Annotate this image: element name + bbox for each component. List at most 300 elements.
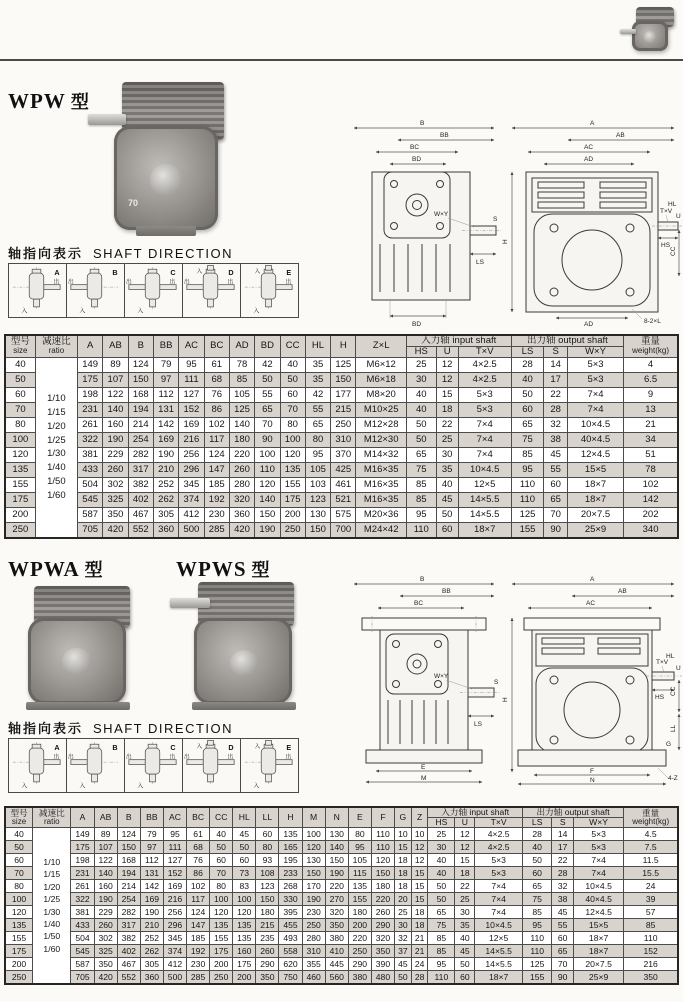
size-cell: 135	[5, 462, 35, 477]
dimension-cell: 85	[229, 372, 254, 387]
dimension-cell: 461	[331, 477, 356, 492]
dimension-cell: 35	[305, 372, 330, 387]
dimension-cell: 6.5	[624, 372, 678, 387]
dim-label-hl: HL	[666, 653, 675, 660]
dimension-cell: 45	[544, 447, 568, 462]
dimension-cell: 89	[94, 828, 117, 841]
dimension-cell: 214	[117, 880, 140, 893]
dimension-cell: 40	[280, 357, 305, 372]
dimension-cell: 50	[210, 841, 233, 854]
size-cell: 135	[5, 919, 33, 932]
dimension-cell: 85	[624, 919, 678, 932]
dimension-cell: 75	[428, 919, 455, 932]
dimension-cell: 105	[229, 387, 254, 402]
dimension-cell: 7×4	[475, 880, 522, 893]
dimension-cell: 254	[128, 432, 153, 447]
dimension-cell: 135	[210, 919, 233, 932]
dimension-cell: 39	[624, 893, 678, 906]
table-row	[5, 462, 678, 477]
dim-label-ll: LL	[670, 724, 677, 732]
dimension-cell: 40	[455, 932, 475, 945]
dimension-cell: 180	[256, 906, 279, 919]
dimension-cell: 50	[280, 372, 305, 387]
dimension-cell: 155	[348, 893, 371, 906]
column-header: 型号 size	[5, 807, 33, 828]
dimension-cell: 103	[305, 477, 330, 492]
dimension-cell: 125	[331, 357, 356, 372]
dimension-cell: 108	[256, 867, 279, 880]
column-header: CC	[210, 807, 233, 828]
dimension-cell: 305	[140, 958, 163, 971]
dimension-cell: 545	[78, 492, 103, 507]
dimension-cell: 214	[128, 417, 153, 432]
dimension-cell: 100	[255, 447, 280, 462]
dimension-cell: 86	[204, 402, 229, 417]
size-cell: 60	[5, 387, 35, 402]
dimension-cell: 45	[233, 828, 256, 841]
dimension-cell: 150	[325, 854, 348, 867]
size-cell: 200	[5, 507, 35, 522]
dimension-cell: 40	[522, 841, 552, 854]
dimension-cell: 175	[233, 958, 256, 971]
dimension-cell: 360	[153, 522, 178, 538]
dimension-cell: 433	[78, 462, 103, 477]
column-header: HS	[428, 818, 455, 828]
svg-text:出: 出	[67, 279, 74, 286]
dimension-cell: 256	[179, 447, 204, 462]
dimension-cell: 70	[210, 867, 233, 880]
column-header: W×Y	[567, 346, 623, 357]
dimension-cell: 78	[229, 357, 254, 372]
dimension-cell: 382	[128, 477, 153, 492]
dim-label-bc: BC	[414, 600, 424, 607]
svg-text:出: 出	[67, 754, 74, 761]
svg-text:入: 入	[79, 308, 86, 315]
dimension-cell: 68	[204, 372, 229, 387]
dimension-cell: 455	[279, 919, 302, 932]
dimension-cell: 135	[233, 932, 256, 945]
dimension-cell: 165	[279, 841, 302, 854]
dimension-cell: M16×35	[356, 462, 406, 477]
dimension-cell: 185	[204, 477, 229, 492]
dimension-cell: 254	[117, 893, 140, 906]
dimension-cell: 200	[348, 919, 371, 932]
table-row	[5, 492, 678, 507]
dimension-cell: 7×4	[458, 432, 511, 447]
dimension-cell: 30	[455, 906, 475, 919]
dimension-cell: 340	[624, 522, 678, 538]
dim-label-ab: AB	[616, 132, 625, 139]
dimension-cell: 85	[406, 477, 436, 492]
dimension-cell: 620	[279, 958, 302, 971]
shaft-direction-box-C	[124, 263, 183, 318]
dimension-cell: 40	[511, 372, 544, 387]
dimension-cell: 5×3	[573, 828, 623, 841]
dimension-cell: 10×4.5	[475, 919, 522, 932]
column-header: AC	[179, 335, 204, 357]
dimension-cell: 135	[280, 462, 305, 477]
dimension-cell: 100	[233, 893, 256, 906]
dimension-cell: 10×4.5	[458, 462, 511, 477]
dimension-cell: 76	[187, 854, 210, 867]
column-header: H	[279, 807, 302, 828]
dimension-cell: 250	[302, 919, 325, 932]
dimension-cell: 4×2.5	[458, 357, 511, 372]
dimension-cell: 68	[187, 841, 210, 854]
table-row	[5, 932, 678, 945]
dimension-cell: 345	[179, 477, 204, 492]
column-header: U	[455, 818, 475, 828]
size-cell: 50	[5, 841, 33, 854]
dimension-cell: 42	[305, 387, 330, 402]
section2-title-a-type: 型	[84, 560, 103, 580]
svg-text:E: E	[286, 743, 292, 753]
dimension-cell: 50	[455, 958, 475, 971]
table-row	[5, 945, 678, 958]
dimension-cell: 18×7	[573, 932, 623, 945]
size-cell: 175	[5, 492, 35, 507]
dimension-cell: 60	[436, 522, 458, 538]
dimension-cell: 85	[428, 932, 455, 945]
dimension-cell: 261	[78, 417, 103, 432]
dimension-cell: 420	[94, 971, 117, 985]
dimension-cell: 85	[511, 447, 544, 462]
dimension-cell: M12×30	[356, 432, 406, 447]
dimension-cell: 125	[511, 507, 544, 522]
column-header: 减速比 ratio	[35, 335, 77, 357]
dimension-cell: 102	[204, 417, 229, 432]
dim-label-hs: HS	[655, 694, 665, 701]
dim-label-a: A	[590, 576, 595, 583]
dimension-cell: 75	[406, 462, 436, 477]
svg-text:E: E	[286, 268, 292, 278]
section2-title-s-type: 型	[251, 560, 270, 580]
dimension-cell: 60	[552, 932, 573, 945]
dimension-cell: 40	[406, 402, 436, 417]
dimension-cell: 79	[153, 357, 178, 372]
dimension-cell: 350	[325, 919, 348, 932]
dimension-cell: M14×32	[356, 447, 406, 462]
svg-text:入: 入	[253, 783, 260, 790]
dimension-cell: 140	[103, 402, 128, 417]
dimension-cell: 330	[279, 893, 302, 906]
dimension-cell: 180	[229, 432, 254, 447]
dimension-cell: 14×5.5	[475, 958, 522, 971]
dimension-cell: 169	[153, 432, 178, 447]
column-header: BD	[255, 335, 280, 357]
shaft-direction-boxes-1	[8, 263, 299, 318]
dim-label-ac: AC	[586, 600, 596, 607]
dimension-cell: 215	[331, 402, 356, 417]
dimension-cell: 235	[256, 932, 279, 945]
shaft-direction-cjk: 轴指向表示	[8, 721, 84, 736]
dimension-cell: 169	[179, 417, 204, 432]
dimension-cell: 587	[78, 507, 103, 522]
dimension-cell: 86	[187, 867, 210, 880]
dimension-cell: 131	[140, 867, 163, 880]
size-cell: 120	[5, 906, 33, 919]
dim-label-cc: CC	[670, 686, 677, 696]
column-header: U	[436, 346, 458, 357]
dimension-cell: 192	[187, 945, 210, 958]
dimension-cell: 290	[371, 919, 394, 932]
dimension-cell: 194	[117, 867, 140, 880]
dimension-cell: 493	[279, 932, 302, 945]
dimension-cell: 575	[331, 507, 356, 522]
dimension-cell: 160	[233, 945, 256, 958]
column-header: B	[117, 807, 140, 828]
dimension-cell: 12×5	[475, 932, 522, 945]
dimension-cell: 250	[280, 522, 305, 538]
dimension-cell: 260	[229, 462, 254, 477]
dimension-cell: 60	[522, 867, 552, 880]
dimension-cell: 7×4	[573, 867, 623, 880]
dimension-cell: 290	[348, 958, 371, 971]
dimension-cell: 28	[522, 828, 552, 841]
dimension-cell: 60	[455, 971, 475, 985]
dimension-cell: 40	[428, 867, 455, 880]
dimension-cell: 260	[94, 919, 117, 932]
dimension-cell: 14×5.5	[458, 492, 511, 507]
dimension-cell: 5×3	[458, 402, 511, 417]
dimension-cell: 10×4.5	[573, 880, 623, 893]
dimension-cell: 107	[94, 841, 117, 854]
dimension-cell: 345	[163, 932, 186, 945]
table-row	[5, 919, 678, 932]
svg-text:出: 出	[183, 279, 190, 286]
dim-label-ad-bottom: AD	[584, 321, 594, 328]
dimension-cell: 25×9	[567, 522, 623, 538]
dimension-cell: 15	[411, 867, 428, 880]
photo-badge: 70	[128, 198, 139, 208]
dimension-cell: 14×5.5	[458, 507, 511, 522]
shaft-direction-boxes-2	[8, 738, 299, 793]
section1-title-type: 型	[70, 92, 89, 112]
column-header: LS	[522, 818, 552, 828]
size-cell: 40	[5, 357, 35, 372]
column-header: 减速比 ratio	[33, 807, 71, 828]
dimension-cell: M8×20	[356, 387, 406, 402]
dimension-cell: 190	[153, 447, 178, 462]
dimension-cell: 117	[187, 893, 210, 906]
dimension-cell: 35	[436, 462, 458, 477]
dim-label-tv: T×V	[656, 659, 669, 666]
table-row	[5, 841, 678, 854]
divider	[0, 59, 683, 61]
dimension-cell: 102	[624, 477, 678, 492]
dimension-cell: 560	[325, 971, 348, 985]
dimension-cell: 750	[279, 971, 302, 985]
dimension-cell: 97	[153, 372, 178, 387]
svg-text:出: 出	[169, 279, 176, 286]
dimension-cell: 120	[233, 906, 256, 919]
dimension-cell: 85	[522, 906, 552, 919]
dimension-cell: 12×4.5	[567, 447, 623, 462]
dimension-cell: 282	[117, 906, 140, 919]
dimension-cell: 552	[128, 522, 153, 538]
dimension-cell: 17	[552, 841, 573, 854]
dimension-cell: 587	[71, 958, 94, 971]
dimension-cell: 160	[94, 880, 117, 893]
dimension-cell: 4×2.5	[475, 841, 522, 854]
dimension-cell: 40	[436, 477, 458, 492]
dimension-cell: 10×4.5	[567, 417, 623, 432]
dimension-cell: 60	[233, 854, 256, 867]
dimension-cell: 25	[455, 893, 475, 906]
dimension-cell: 50	[428, 893, 455, 906]
dimension-cell: 38	[552, 893, 573, 906]
dimension-cell: 15	[411, 893, 428, 906]
dimension-cell: 124	[128, 357, 153, 372]
dimension-cell: 252	[140, 932, 163, 945]
dimension-cell: 60	[256, 828, 279, 841]
column-header: T×V	[458, 346, 511, 357]
dimension-cell: M20×36	[356, 507, 406, 522]
dimension-cell: 55	[255, 387, 280, 402]
svg-text:入: 入	[196, 269, 203, 276]
table-row	[5, 402, 678, 417]
dimension-cell: 21	[411, 945, 428, 958]
dimension-cell: 61	[187, 828, 210, 841]
dimension-cell: 42	[255, 357, 280, 372]
dimension-cell: 268	[279, 880, 302, 893]
dimension-cell: 83	[233, 880, 256, 893]
dimension-cell: 140	[255, 492, 280, 507]
dimension-cell: 95	[522, 919, 552, 932]
dimension-cell: 112	[140, 854, 163, 867]
dimension-cell: 374	[163, 945, 186, 958]
dimension-cell: 95	[428, 958, 455, 971]
dimension-cell: 250	[331, 417, 356, 432]
dim-label-g: G	[666, 741, 672, 748]
dimension-cell: 402	[117, 945, 140, 958]
dimension-cell: 700	[331, 522, 356, 538]
dim-label-h: H	[502, 239, 509, 244]
dimension-cell: 168	[117, 854, 140, 867]
column-header: E	[348, 807, 371, 828]
dimension-cell: 22	[544, 387, 568, 402]
svg-text:出: 出	[285, 754, 292, 761]
dimension-cell: 60	[210, 854, 233, 867]
column-header: BB	[140, 807, 163, 828]
table-row	[5, 417, 678, 432]
dimension-cell: 360	[229, 507, 254, 522]
dimension-cell: 320	[229, 492, 254, 507]
shaft-direction-label-1	[8, 243, 233, 262]
ratio-cell: 1/10 1/15 1/20 1/25 1/30 1/40 1/50 1/60	[35, 357, 77, 538]
dimension-cell: 55	[544, 462, 568, 477]
dimension-cell: 57	[624, 906, 678, 919]
dimension-cell: 7×4	[567, 402, 623, 417]
dimension-cell: 4	[624, 357, 678, 372]
dimension-cell: 504	[71, 932, 94, 945]
dimension-cell: 350	[624, 971, 678, 985]
dim-label-ac: AC	[584, 144, 594, 151]
size-cell: 155	[5, 477, 35, 492]
dimension-cell: 97	[140, 841, 163, 854]
dimension-cell: 381	[71, 906, 94, 919]
dimension-cell: 5×3	[458, 387, 511, 402]
dimension-cell: 125	[229, 402, 254, 417]
dimension-cell: 112	[153, 387, 178, 402]
dimension-cell: 152	[624, 945, 678, 958]
dimension-cell: 305	[153, 507, 178, 522]
dimension-cell: 130	[325, 828, 348, 841]
dimension-cell: 355	[302, 958, 325, 971]
column-header: AB	[103, 335, 128, 357]
column-header: 重量 weight(kg)	[624, 335, 678, 357]
dimension-cell: 73	[233, 867, 256, 880]
column-header: S	[552, 818, 573, 828]
column-header: BB	[153, 335, 178, 357]
dimension-cell: 18	[395, 867, 412, 880]
svg-text:C: C	[170, 268, 176, 278]
size-cell: 70	[5, 867, 33, 880]
dimension-cell: 14×5.5	[475, 945, 522, 958]
dimension-cell: 155	[511, 522, 544, 538]
dimension-cell: 705	[78, 522, 103, 538]
dim-label-ad: AD	[584, 156, 594, 163]
dimension-cell: 552	[117, 971, 140, 985]
dimension-cell: 110	[406, 522, 436, 538]
dimension-cell: 76	[204, 387, 229, 402]
dimension-cell: 155	[522, 971, 552, 985]
dimension-cell: 95	[348, 841, 371, 854]
dimension-cell: 216	[624, 958, 678, 971]
dimension-cell: 150	[128, 372, 153, 387]
column-header: N	[325, 807, 348, 828]
dimension-cell: 70	[255, 417, 280, 432]
dimension-cell: 18×7	[567, 492, 623, 507]
column-header: CC	[280, 335, 305, 357]
dimension-cell: 22	[436, 417, 458, 432]
column-header: 出力轴 output shaft	[511, 335, 623, 346]
dimension-cell: 117	[204, 432, 229, 447]
dimension-cell: 233	[279, 867, 302, 880]
dimension-cell: 262	[153, 492, 178, 507]
dimension-cell: 374	[179, 492, 204, 507]
dimension-cell: 85	[406, 492, 436, 507]
dimension-cell: 18	[436, 402, 458, 417]
dimension-cell: 110	[511, 492, 544, 507]
column-header: 入力轴 input shaft	[406, 335, 511, 346]
dimension-cell: 105	[348, 854, 371, 867]
wpw-photo	[86, 70, 236, 238]
dimension-cell: 80	[210, 880, 233, 893]
dimension-cell: 100	[280, 432, 305, 447]
dimension-cell: 185	[187, 932, 210, 945]
dimension-cell: 140	[325, 841, 348, 854]
column-header: BC	[204, 335, 229, 357]
dimension-cell: 55	[552, 919, 573, 932]
dimension-cell: 175	[280, 492, 305, 507]
dimension-cell: 12	[455, 828, 475, 841]
svg-text:B: B	[112, 743, 118, 753]
dimension-cell: 190	[302, 893, 325, 906]
dimension-cell: 350	[103, 507, 128, 522]
dimension-cell: 95	[179, 357, 204, 372]
dimension-cell: 95	[511, 462, 544, 477]
dimension-cell: 80	[280, 417, 305, 432]
dimension-cell: 32	[552, 880, 573, 893]
dimension-cell: 80	[305, 432, 330, 447]
dimension-cell: 220	[229, 447, 254, 462]
dimension-cell: 20×7.5	[567, 507, 623, 522]
dimension-cell: 412	[163, 958, 186, 971]
dimension-cell: 220	[371, 893, 394, 906]
dimension-cell: 60	[511, 402, 544, 417]
dimension-cell: 150	[255, 507, 280, 522]
